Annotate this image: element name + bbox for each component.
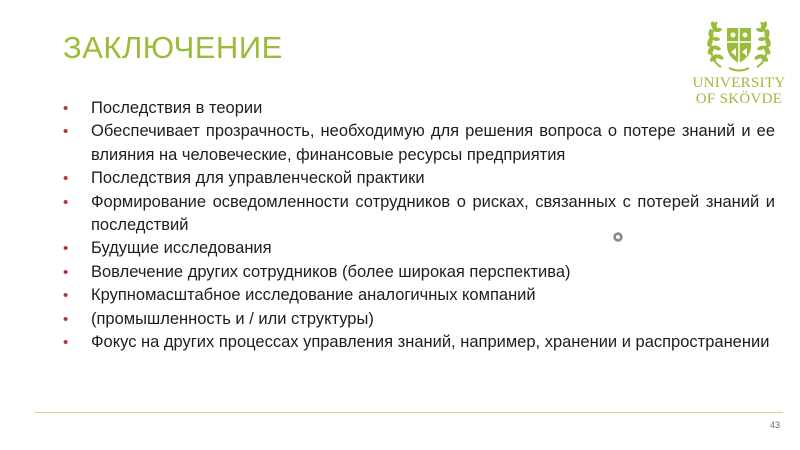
bullet-item: • Формирование осведомленности сотрудников о рисках, связанных с потерей знаний и последствий (63, 191, 775, 238)
bullet-list (63, 97, 775, 354)
bullet-item: • Крупномасштабное исследование аналогичных компаний (63, 284, 775, 307)
bullet-item: • Последствия для управленческой практики (63, 167, 775, 190)
university-logo (691, 12, 787, 108)
logo-text-university: UNIVERSITY (692, 75, 786, 91)
bullet-item: • Обеспечивает прозрачность, необходимую для решения вопроса о потере знаний и ее влияния на человеческие, финансовые ресурсы предприятия (63, 120, 775, 167)
slide-title: ЗАКЛЮЧЕНИЕ (63, 30, 283, 65)
bullet-item: • Будущие исследования (63, 237, 775, 260)
footer-divider (35, 412, 783, 413)
bullet-item: • Фокус на других процессах управления знаний, например, хранении и распространении (63, 331, 775, 354)
page-number: 43 (769, 420, 780, 430)
bullet-item: • Последствия в теории (63, 97, 775, 120)
bullet-item: • Вовлечение других сотрудников (более широкая перспектива) (63, 261, 775, 284)
laurel-crest-icon (691, 12, 787, 74)
bullet-item: • (промышленность и / или структуры) (63, 308, 775, 331)
logo-text-skovde: OF SKÖVDE (695, 91, 783, 107)
mouse-cursor-icon (612, 230, 624, 242)
